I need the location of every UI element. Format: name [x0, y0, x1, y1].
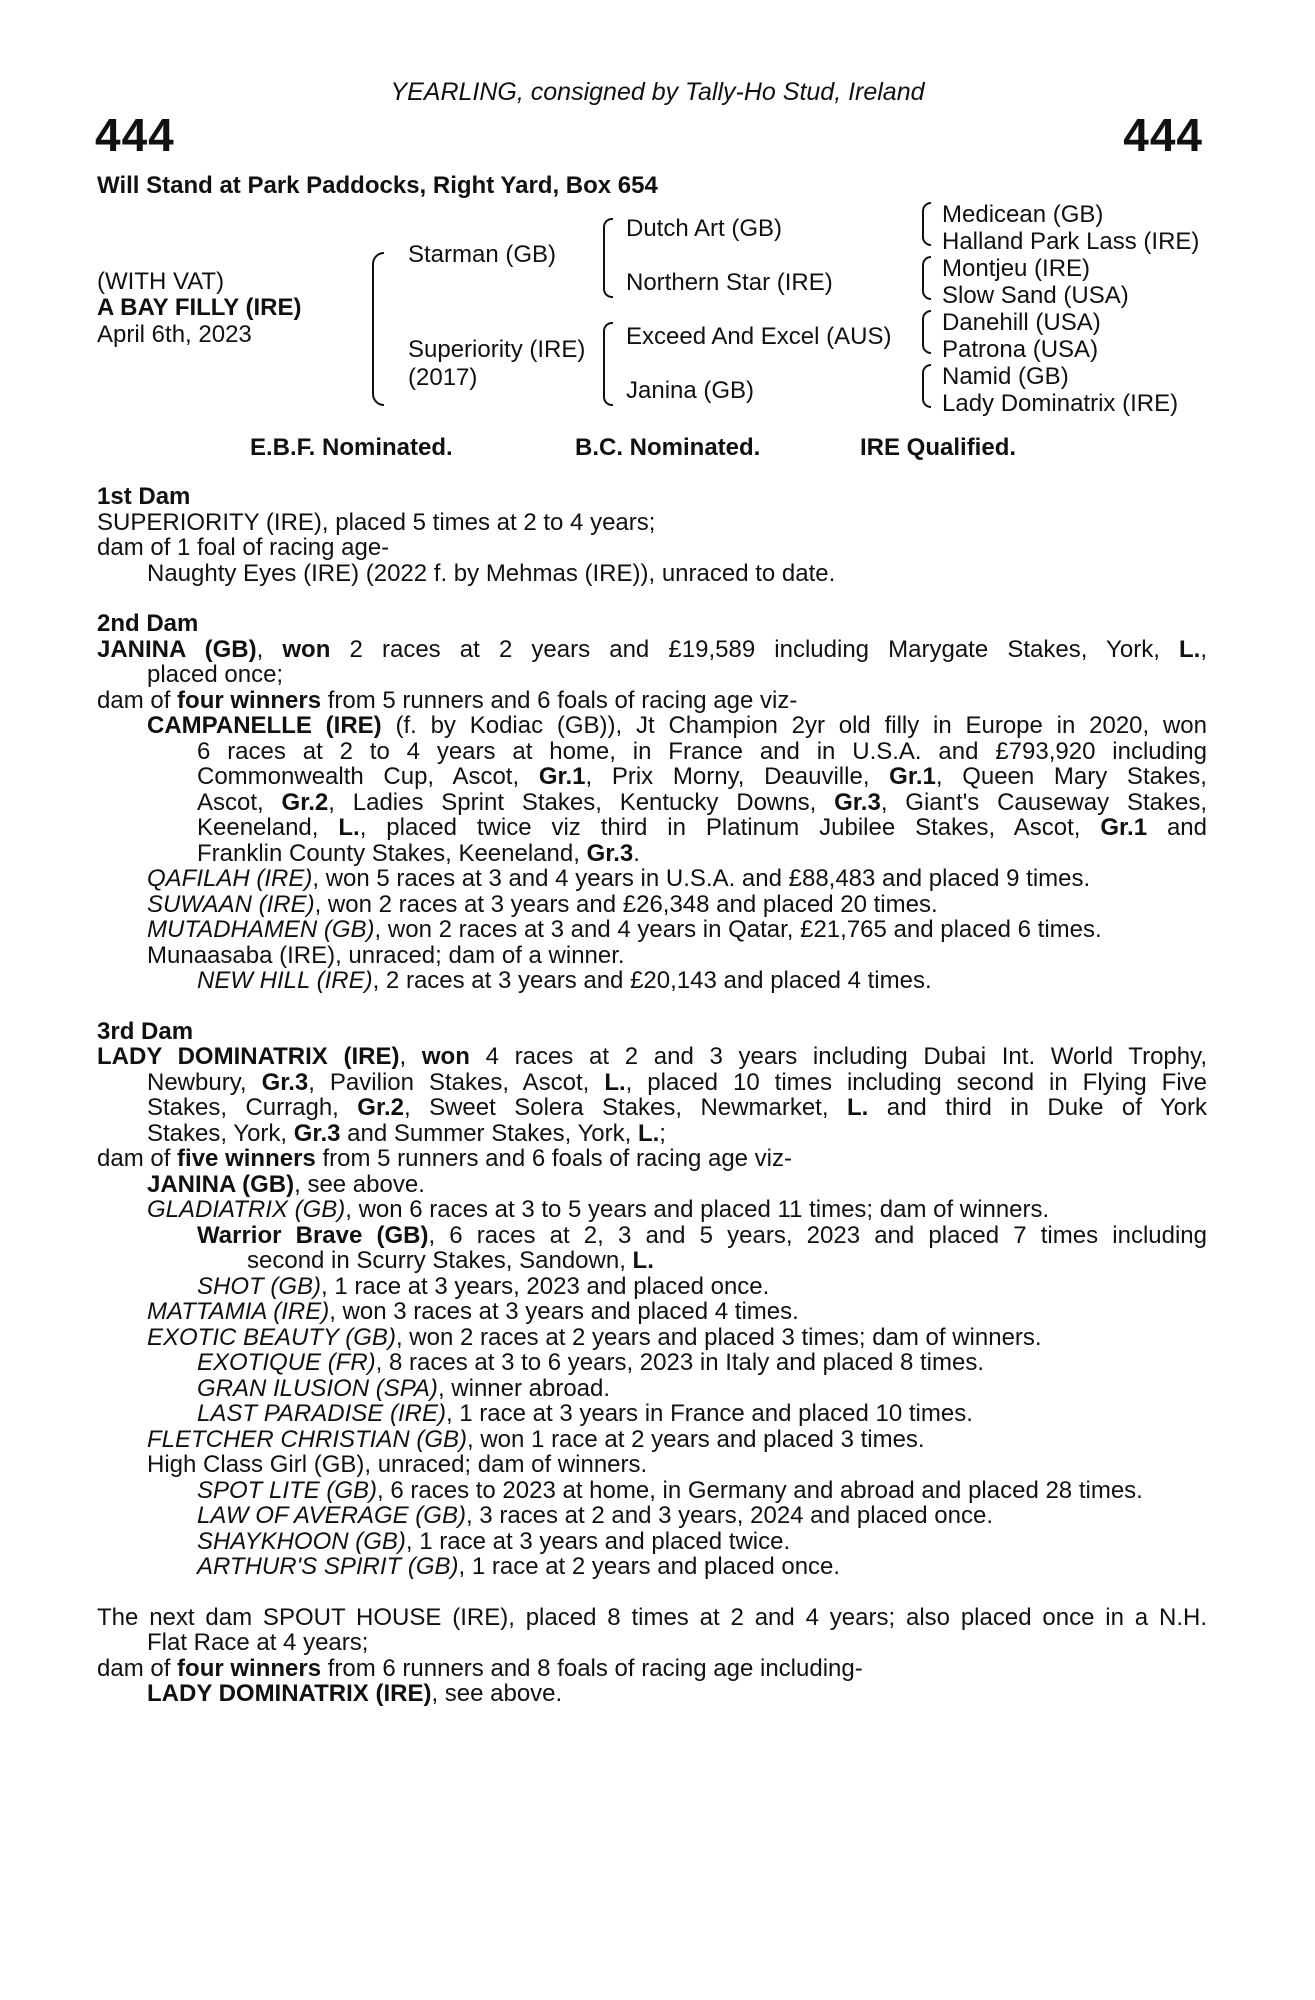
nomination-bc: B.C. Nominated. [575, 434, 761, 461]
dam-dam-name: Janina (GB) [626, 377, 755, 404]
dam-sire-name: Exceed And Excel (AUS) [626, 323, 892, 350]
section-heading-3rd-dam: 3rd Dam [97, 1017, 194, 1045]
campanelle-line-1: CAMPANELLE (IRE) (f. by Kodiac (GB)), Jt Champion 2yr old filly in Europe in 2020, won [147, 712, 1208, 739]
ancestor-1: Medicean (GB) [942, 201, 1104, 228]
next-dam-line-2: Flat Race at 4 years; [147, 1629, 369, 1656]
pedigree-brace-g3 [922, 310, 931, 354]
nomination-ebf: E.B.F. Nominated. [250, 434, 453, 461]
next-dam-produce-summary: dam of four winners from 6 runners and 8 foals of racing age including- [97, 1654, 863, 1682]
pedigree-brace-g4 [922, 364, 931, 408]
produce-gran-ilusion: GRAN ILUSION (SPA), winner abroad. [197, 1374, 611, 1402]
campanelle-line-2: 6 races at 2 to 4 years at home, in France and in U.S.A. and £793,920 including [197, 737, 1207, 765]
second-dam-line: JANINA (GB), won 2 races at 2 years and £19,589 including Marygate Stakes, York, L., [97, 635, 1208, 663]
produce-shaykhoon: SHAYKHOON (GB), 1 race at 3 years and placed twice. [197, 1527, 791, 1555]
first-dam-foals: dam of 1 foal of racing age- [97, 534, 390, 561]
ancestor-3: Montjeu (IRE) [942, 255, 1091, 282]
pedigree-brace-g1 [922, 202, 931, 246]
pedigree-brace-g2 [922, 256, 931, 300]
produce-munaasaba: Munaasaba (IRE), unraced; dam of a winner. [147, 941, 625, 969]
produce-exotique: EXOTIQUE (FR), 8 races at 3 to 6 years, 2023 in Italy and placed 8 times. [197, 1349, 985, 1376]
produce-warrior-brave: Warrior Brave (GB), 6 races at 2, 3 and 5 years, 2023 and placed 7 times including [197, 1221, 1207, 1249]
produce-new-hill: NEW HILL (IRE), 2 races at 3 years and £20,143 and placed 4 times. [197, 967, 932, 994]
campanelle-line-4: Ascot, Gr.2, Ladies Sprint Stakes, Kentucky Downs, Gr.3, Giant's Causeway Stakes, [197, 788, 1208, 816]
produce-last-paradise: LAST PARADISE (IRE), 1 race at 3 years in France and placed 10 times. [197, 1400, 973, 1427]
campanelle-line-5: Keeneland, L., placed twice viz third in Platinum Jubilee Stakes, Ascot, Gr.1 and [197, 814, 1207, 841]
produce-high-class-girl: High Class Girl (GB), unraced; dam of winners. [147, 1451, 648, 1478]
produce-suwaan: SUWAAN (IRE), won 2 races at 3 years and £26,348 and placed 20 times. [147, 890, 938, 918]
produce-shot: SHOT (GB), 1 race at 3 years, 2023 and placed once. [197, 1272, 770, 1300]
sire-sire-name: Dutch Art (GB) [626, 215, 783, 242]
produce-mattamia: MATTAMIA (IRE), won 3 races at 3 years and placed 4 times. [147, 1298, 799, 1325]
pedigree-brace-main [372, 252, 384, 406]
second-dam-produce-summary: dam of four winners from 5 runners and 6 foals of racing age viz- [97, 686, 798, 714]
foaling-date: April 6th, 2023 [97, 321, 252, 348]
pedigree-brace-dam [603, 322, 613, 406]
produce-mutadhamen: MUTADHAMEN (GB), won 2 races at 3 and 4 years in Qatar, £21,765 and placed 6 times. [147, 916, 1102, 943]
campanelle-line-3: Commonwealth Cup, Ascot, Gr.1, Prix Morny, Deauville, Gr.1, Queen Mary Stakes, [197, 763, 1207, 790]
produce-law-of-average: LAW OF AVERAGE (GB), 3 races at 2 and 3 years, 2024 and placed once. [197, 1502, 993, 1529]
consignment-header: YEARLING, consigned by Tally-Ho Stud, Ireland [390, 78, 925, 106]
dam-year: (2017) [408, 364, 478, 391]
produce-fletcher-christian: FLETCHER CHRISTIAN (GB), won 1 race at 2 years and placed 3 times. [147, 1425, 925, 1453]
section-heading-2nd-dam: 2nd Dam [97, 610, 199, 637]
horse-name: A BAY FILLY (IRE) [97, 294, 302, 321]
vat-note: (WITH VAT) [97, 268, 225, 295]
stand-location: Will Stand at Park Paddocks, Right Yard, Box 654 [97, 172, 658, 199]
lot-number-right: 444 [1123, 109, 1203, 161]
campanelle-line-6: Franklin County Stakes, Keeneland, Gr.3. [197, 839, 640, 867]
dam-name: Superiority (IRE) [408, 336, 586, 363]
produce-warrior-brave-cont: second in Scurry Stakes, Sandown, L. [247, 1247, 654, 1274]
first-dam-line: SUPERIORITY (IRE), placed 5 times at 2 to 4 years; [97, 508, 656, 536]
third-dam-line-2: Newbury, Gr.3, Pavilion Stakes, Ascot, L., placed 10 times including second in Flying Five [147, 1068, 1208, 1096]
lot-number-left: 444 [95, 109, 175, 161]
ancestor-8: Lady Dominatrix (IRE) [942, 390, 1179, 417]
catalogue-body [97, 484, 1207, 1707]
ancestor-7: Namid (GB) [942, 363, 1069, 390]
ancestor-4: Slow Sand (USA) [942, 282, 1129, 309]
produce-qafilah: QAFILAH (IRE), won 5 races at 3 and 4 years in U.S.A. and £88,483 and placed 9 times. [147, 865, 1091, 892]
sire-dam-name: Northern Star (IRE) [626, 269, 833, 296]
third-dam-line-3: Stakes, Curragh, Gr.2, Sweet Solera Stakes, Newmarket, L. and third in Duke of York [147, 1094, 1208, 1121]
nomination-ire: IRE Qualified. [860, 434, 1017, 461]
produce-arthurs-spirit: ARTHUR'S SPIRIT (GB), 1 race at 2 years and placed once. [197, 1553, 841, 1580]
produce-spot-lite: SPOT LITE (GB), 6 races to 2023 at home, in Germany and abroad and placed 28 times. [197, 1476, 1143, 1504]
ancestor-2: Halland Park Lass (IRE) [942, 228, 1200, 255]
third-dam-line-4: Stakes, York, Gr.3 and Summer Stakes, York, L.; [147, 1119, 666, 1147]
produce-exotic-beauty: EXOTIC BEAUTY (GB), won 2 races at 2 years and placed 3 times; dam of winners. [147, 1323, 1042, 1351]
produce-line: Naughty Eyes (IRE) (2022 f. by Mehmas (IRE)), unraced to date. [147, 559, 836, 587]
third-dam-line-1: LADY DOMINATRIX (IRE), won 4 races at 2 and 3 years including Dubai Int. World Trophy, [97, 1043, 1208, 1070]
produce-janina-ref: JANINA (GB), see above. [147, 1170, 425, 1198]
next-dam-line-1: The next dam SPOUT HOUSE (IRE), placed 8 times at 2 and 4 years; also placed once in a N.H. [97, 1603, 1207, 1631]
sire-name: Starman (GB) [408, 241, 557, 268]
third-dam-produce-summary: dam of five winners from 5 runners and 6 foals of racing age viz- [97, 1145, 793, 1172]
ancestor-5: Danehill (USA) [942, 309, 1101, 336]
second-dam-line-cont: placed once; [147, 661, 284, 688]
produce-lady-dominatrix-ref: LADY DOMINATRIX (IRE), see above. [147, 1680, 563, 1707]
section-heading-1st-dam: 1st Dam [97, 483, 191, 510]
produce-gladiatrix: GLADIATRIX (GB), won 6 races at 3 to 5 years and placed 11 times; dam of winners. [147, 1196, 1050, 1223]
ancestor-6: Patrona (USA) [942, 336, 1099, 363]
pedigree-brace-sire [603, 218, 613, 298]
